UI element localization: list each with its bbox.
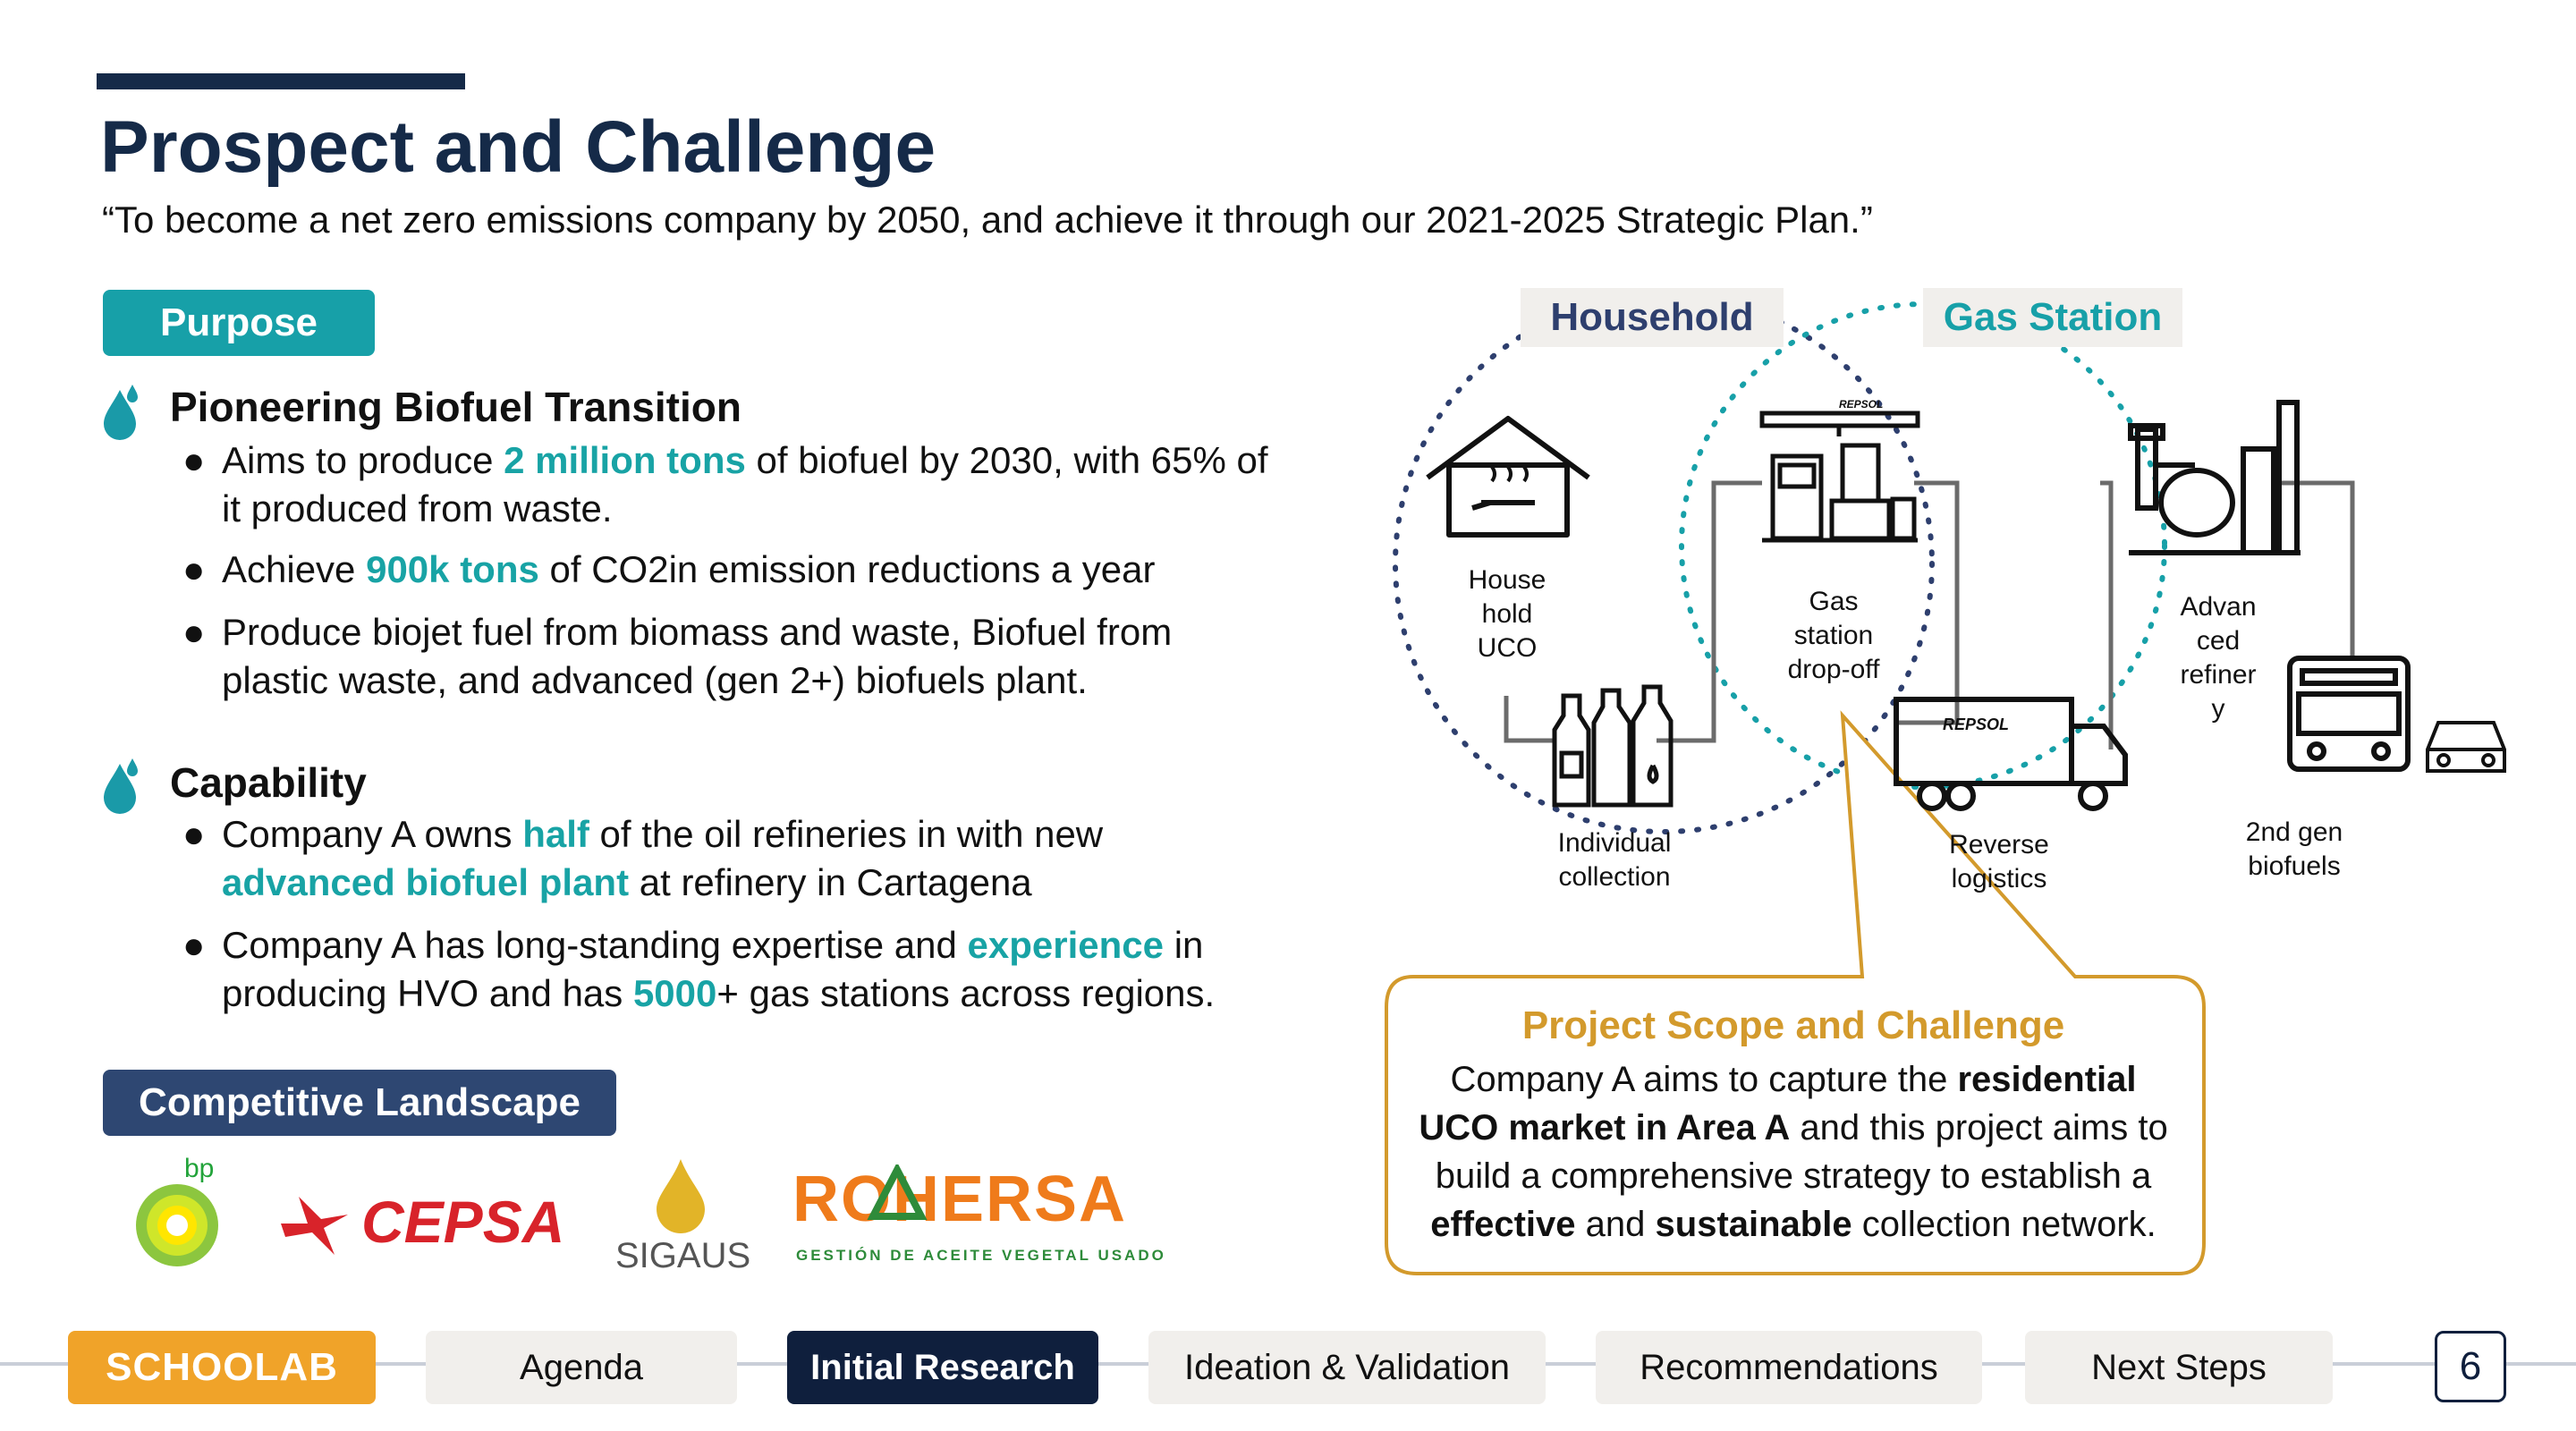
purpose-bullet-3: ● Produce biojet fuel from biomass and waste, Biofuel from plastic waste, and advanced (gen 2+) biofuels plant. — [182, 611, 1173, 701]
water-drop-icon — [100, 757, 143, 814]
household-tab: Household — [1521, 288, 1784, 347]
svg-text:REPSOL: REPSOL — [1943, 716, 2010, 733]
reverse-logistics-label: Reverse logistics — [1949, 830, 2049, 893]
purpose-heading: Pioneering Biofuel Transition — [170, 384, 741, 430]
page-quote: “To become a net zero emissions company by 2050, and achieve it through our 2021-2025 Strategic Plan.” — [102, 199, 1873, 241]
nav-next-steps[interactable]: Next Steps — [2025, 1331, 2333, 1404]
title-accent-bar — [97, 73, 465, 89]
gas-station-tab: Gas Station — [1923, 288, 2182, 347]
nav-agenda[interactable]: Agenda — [426, 1331, 737, 1404]
nav-recommendations[interactable]: Recommendations — [1596, 1331, 1982, 1404]
page-title: Prospect and Challenge — [100, 106, 936, 188]
cepsa-logo: CEPSA — [272, 1182, 567, 1263]
refinery-label: Advan ced refiner y — [2180, 592, 2257, 724]
callout-title: Project Scope and Challenge — [1521, 1003, 2065, 1047]
purpose-bullet-1: ● Aims to produce 2 million tons of biofuel by 2030, with 65% of it produced from waste. — [182, 439, 1268, 529]
rohersa-logo: ROHERSA GESTIÓN DE ACEITE VEGETAL USADO — [792, 1164, 1166, 1264]
nav-ideation-validation[interactable]: Ideation & Validation — [1148, 1331, 1546, 1404]
capability-heading: Capability — [170, 759, 367, 806]
schoolab-logo[interactable]: SCHOOLAB — [68, 1331, 376, 1404]
individual-collection-label: Individual collection — [1557, 828, 1672, 892]
purpose-label: Purpose — [103, 290, 375, 356]
second-gen-biofuels-label: 2nd gen biofuels — [2245, 817, 2343, 881]
capability-bullet-1: ● Company A owns half of the oil refineries in with new advanced biofuel plant at refinery in Cartagena — [182, 813, 1104, 903]
competitive-landscape-label: Competitive Landscape — [103, 1070, 616, 1136]
bp-logo: bp — [132, 1154, 231, 1270]
sigaus-logo: SIGAUS — [615, 1154, 750, 1279]
nav-initial-research[interactable]: Initial Research — [787, 1331, 1098, 1404]
household-uco-label: House hold UCO — [1468, 565, 1546, 663]
capability-bullet-2: ● Company A has long-standing expertise and experience in producing HVO and has 5000+ gas stations across regions. — [182, 924, 1216, 1014]
purpose-bullet-2: ● Achieve 900k tons of CO2in emission reductions a year — [182, 548, 1156, 590]
callout-body: Company A aims to capture the residential UCO market in Area A and this project aims to build a comprehensive strategy to establish a effective and sustainable collection network. — [1419, 1060, 2168, 1244]
page-number: 6 — [2435, 1331, 2506, 1402]
water-drop-icon — [100, 383, 143, 440]
svg-text:REPSOL: REPSOL — [1839, 398, 1884, 411]
gas-dropoff-label: Gas station drop-off — [1787, 587, 1880, 684]
